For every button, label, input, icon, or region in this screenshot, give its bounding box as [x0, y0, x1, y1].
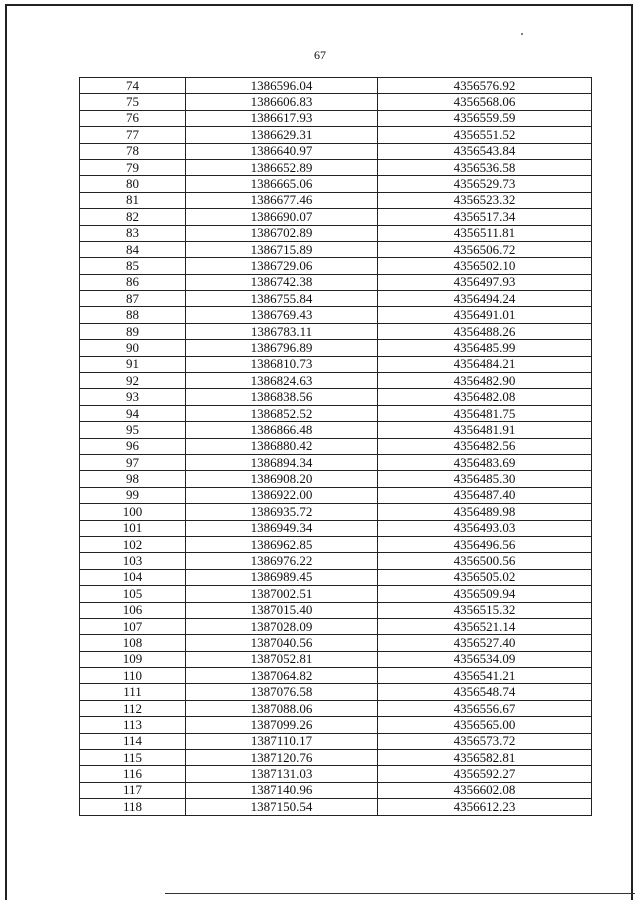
table-row — [80, 487, 592, 503]
point-number-cell: 76 — [80, 110, 186, 126]
x-coordinate-cell: 1387110.17 — [186, 733, 378, 749]
x-coordinate-cell: 1386796.89 — [186, 340, 378, 356]
bottom-rule — [165, 893, 635, 894]
table-row — [80, 438, 592, 454]
y-coordinate-cell: 4356483.69 — [378, 454, 592, 470]
y-coordinate-cell: 4356521.14 — [378, 618, 592, 634]
point-number-cell: 93 — [80, 389, 186, 405]
point-number-cell: 86 — [80, 274, 186, 290]
x-coordinate-cell: 1387088.06 — [186, 700, 378, 716]
table-row — [80, 405, 592, 421]
table-row — [80, 799, 592, 815]
x-coordinate-cell: 1387131.03 — [186, 766, 378, 782]
table-row — [80, 602, 592, 618]
coordinates-table-body — [80, 78, 592, 816]
point-number-cell: 84 — [80, 241, 186, 257]
x-coordinate-cell: 1387120.76 — [186, 750, 378, 766]
table-row — [80, 635, 592, 651]
y-coordinate-cell: 4356543.84 — [378, 143, 592, 159]
point-number-cell: 83 — [80, 225, 186, 241]
x-coordinate-cell: 1386810.73 — [186, 356, 378, 372]
point-number-cell: 94 — [80, 405, 186, 421]
point-number-cell: 102 — [80, 536, 186, 552]
table-row — [80, 618, 592, 634]
y-coordinate-cell: 4356573.72 — [378, 733, 592, 749]
table-row — [80, 471, 592, 487]
y-coordinate-cell: 4356568.06 — [378, 94, 592, 110]
point-number-cell: 108 — [80, 635, 186, 651]
table-row — [80, 536, 592, 552]
table-row — [80, 422, 592, 438]
x-coordinate-cell: 1386949.34 — [186, 520, 378, 536]
table-row — [80, 291, 592, 307]
point-number-cell: 78 — [80, 143, 186, 159]
y-coordinate-cell: 4356527.40 — [378, 635, 592, 651]
y-coordinate-cell: 4356536.58 — [378, 159, 592, 175]
y-coordinate-cell: 4356505.02 — [378, 569, 592, 585]
x-coordinate-cell: 1386989.45 — [186, 569, 378, 585]
point-number-cell: 85 — [80, 258, 186, 274]
table-row — [80, 651, 592, 667]
x-coordinate-cell: 1386880.42 — [186, 438, 378, 454]
y-coordinate-cell: 4356502.10 — [378, 258, 592, 274]
point-number-cell: 104 — [80, 569, 186, 585]
point-number-cell: 114 — [80, 733, 186, 749]
point-number-cell: 82 — [80, 209, 186, 225]
x-coordinate-cell: 1387140.96 — [186, 782, 378, 798]
table-row — [80, 274, 592, 290]
x-coordinate-cell: 1386894.34 — [186, 454, 378, 470]
point-number-cell: 118 — [80, 799, 186, 815]
table-row — [80, 668, 592, 684]
y-coordinate-cell: 4356529.73 — [378, 176, 592, 192]
point-number-cell: 101 — [80, 520, 186, 536]
y-coordinate-cell: 4356602.08 — [378, 782, 592, 798]
point-number-cell: 74 — [80, 78, 186, 94]
table-row — [80, 143, 592, 159]
y-coordinate-cell: 4356534.09 — [378, 651, 592, 667]
x-coordinate-cell: 1386617.93 — [186, 110, 378, 126]
table-row — [80, 766, 592, 782]
y-coordinate-cell: 4356493.03 — [378, 520, 592, 536]
point-number-cell: 87 — [80, 291, 186, 307]
y-coordinate-cell: 4356481.91 — [378, 422, 592, 438]
x-coordinate-cell: 1386629.31 — [186, 127, 378, 143]
point-number-cell: 109 — [80, 651, 186, 667]
table-row — [80, 586, 592, 602]
y-coordinate-cell: 4356576.92 — [378, 78, 592, 94]
page-number: 67 — [314, 48, 326, 62]
table-row — [80, 373, 592, 389]
y-coordinate-cell: 4356482.90 — [378, 373, 592, 389]
point-number-cell: 103 — [80, 553, 186, 569]
point-number-cell: 81 — [80, 192, 186, 208]
table-row — [80, 241, 592, 257]
table-row — [80, 209, 592, 225]
y-coordinate-cell: 4356481.75 — [378, 405, 592, 421]
x-coordinate-cell: 1387028.09 — [186, 618, 378, 634]
y-coordinate-cell: 4356485.30 — [378, 471, 592, 487]
y-coordinate-cell: 4356494.24 — [378, 291, 592, 307]
point-number-cell: 110 — [80, 668, 186, 684]
y-coordinate-cell: 4356559.59 — [378, 110, 592, 126]
x-coordinate-cell: 1386769.43 — [186, 307, 378, 323]
point-number-cell: 92 — [80, 373, 186, 389]
y-coordinate-cell: 4356485.99 — [378, 340, 592, 356]
y-coordinate-cell: 4356551.52 — [378, 127, 592, 143]
x-coordinate-cell: 1386596.04 — [186, 78, 378, 94]
y-coordinate-cell: 4356565.00 — [378, 717, 592, 733]
point-number-cell: 77 — [80, 127, 186, 143]
point-number-cell: 97 — [80, 454, 186, 470]
point-number-cell: 91 — [80, 356, 186, 372]
x-coordinate-cell: 1387076.58 — [186, 684, 378, 700]
x-coordinate-cell: 1386976.22 — [186, 553, 378, 569]
x-coordinate-cell: 1386824.63 — [186, 373, 378, 389]
y-coordinate-cell: 4356500.56 — [378, 553, 592, 569]
table-row — [80, 340, 592, 356]
table-row — [80, 159, 592, 175]
table-row — [80, 78, 592, 94]
y-coordinate-cell: 4356541.21 — [378, 668, 592, 684]
y-coordinate-cell: 4356484.21 — [378, 356, 592, 372]
y-coordinate-cell: 4356556.67 — [378, 700, 592, 716]
table-row — [80, 127, 592, 143]
table-row — [80, 750, 592, 766]
table-row — [80, 110, 592, 126]
x-coordinate-cell: 1387099.26 — [186, 717, 378, 733]
y-coordinate-cell: 4356511.81 — [378, 225, 592, 241]
y-coordinate-cell: 4356612.23 — [378, 799, 592, 815]
table-row — [80, 454, 592, 470]
y-coordinate-cell: 4356506.72 — [378, 241, 592, 257]
table-row — [80, 176, 592, 192]
table-row — [80, 258, 592, 274]
x-coordinate-cell: 1387002.51 — [186, 586, 378, 602]
y-coordinate-cell: 4356488.26 — [378, 323, 592, 339]
point-number-cell: 90 — [80, 340, 186, 356]
table-row — [80, 733, 592, 749]
y-coordinate-cell: 4356497.93 — [378, 274, 592, 290]
y-coordinate-cell: 4356489.98 — [378, 504, 592, 520]
point-number-cell: 79 — [80, 159, 186, 175]
x-coordinate-cell: 1386729.06 — [186, 258, 378, 274]
table-row — [80, 192, 592, 208]
x-coordinate-cell: 1386962.85 — [186, 536, 378, 552]
table-row — [80, 569, 592, 585]
point-number-cell: 98 — [80, 471, 186, 487]
table-row — [80, 520, 592, 536]
table-row — [80, 782, 592, 798]
x-coordinate-cell: 1386652.89 — [186, 159, 378, 175]
table-row — [80, 700, 592, 716]
x-coordinate-cell: 1386606.83 — [186, 94, 378, 110]
y-coordinate-cell: 4356523.32 — [378, 192, 592, 208]
point-number-cell: 89 — [80, 323, 186, 339]
table-row — [80, 684, 592, 700]
point-number-cell: 100 — [80, 504, 186, 520]
point-number-cell: 95 — [80, 422, 186, 438]
scan-speck — [521, 33, 523, 35]
x-coordinate-cell: 1387052.81 — [186, 651, 378, 667]
point-number-cell: 117 — [80, 782, 186, 798]
point-number-cell: 99 — [80, 487, 186, 503]
point-number-cell: 115 — [80, 750, 186, 766]
table-row — [80, 553, 592, 569]
y-coordinate-cell: 4356482.56 — [378, 438, 592, 454]
point-number-cell: 116 — [80, 766, 186, 782]
table-row — [80, 356, 592, 372]
table-row — [80, 94, 592, 110]
table-row — [80, 389, 592, 405]
point-number-cell: 75 — [80, 94, 186, 110]
x-coordinate-cell: 1386640.97 — [186, 143, 378, 159]
x-coordinate-cell: 1386665.06 — [186, 176, 378, 192]
point-number-cell: 113 — [80, 717, 186, 733]
table-row — [80, 225, 592, 241]
point-number-cell: 111 — [80, 684, 186, 700]
y-coordinate-cell: 4356582.81 — [378, 750, 592, 766]
point-number-cell: 80 — [80, 176, 186, 192]
coordinates-table — [79, 77, 592, 816]
table-row — [80, 717, 592, 733]
point-number-cell: 106 — [80, 602, 186, 618]
y-coordinate-cell: 4356548.74 — [378, 684, 592, 700]
point-number-cell: 107 — [80, 618, 186, 634]
table-row — [80, 323, 592, 339]
x-coordinate-cell: 1387064.82 — [186, 668, 378, 684]
x-coordinate-cell: 1386908.20 — [186, 471, 378, 487]
x-coordinate-cell: 1387040.56 — [186, 635, 378, 651]
x-coordinate-cell: 1386702.89 — [186, 225, 378, 241]
y-coordinate-cell: 4356515.32 — [378, 602, 592, 618]
x-coordinate-cell: 1386677.46 — [186, 192, 378, 208]
x-coordinate-cell: 1386715.89 — [186, 241, 378, 257]
table-row — [80, 307, 592, 323]
x-coordinate-cell: 1387015.40 — [186, 602, 378, 618]
x-coordinate-cell: 1386922.00 — [186, 487, 378, 503]
point-number-cell: 112 — [80, 700, 186, 716]
point-number-cell: 96 — [80, 438, 186, 454]
x-coordinate-cell: 1386852.52 — [186, 405, 378, 421]
table-row — [80, 504, 592, 520]
x-coordinate-cell: 1387150.54 — [186, 799, 378, 815]
y-coordinate-cell: 4356509.94 — [378, 586, 592, 602]
y-coordinate-cell: 4356592.27 — [378, 766, 592, 782]
x-coordinate-cell: 1386783.11 — [186, 323, 378, 339]
y-coordinate-cell: 4356517.34 — [378, 209, 592, 225]
x-coordinate-cell: 1386690.07 — [186, 209, 378, 225]
x-coordinate-cell: 1386742.38 — [186, 274, 378, 290]
x-coordinate-cell: 1386866.48 — [186, 422, 378, 438]
y-coordinate-cell: 4356491.01 — [378, 307, 592, 323]
y-coordinate-cell: 4356482.08 — [378, 389, 592, 405]
x-coordinate-cell: 1386755.84 — [186, 291, 378, 307]
point-number-cell: 88 — [80, 307, 186, 323]
y-coordinate-cell: 4356496.56 — [378, 536, 592, 552]
point-number-cell: 105 — [80, 586, 186, 602]
x-coordinate-cell: 1386935.72 — [186, 504, 378, 520]
y-coordinate-cell: 4356487.40 — [378, 487, 592, 503]
x-coordinate-cell: 1386838.56 — [186, 389, 378, 405]
